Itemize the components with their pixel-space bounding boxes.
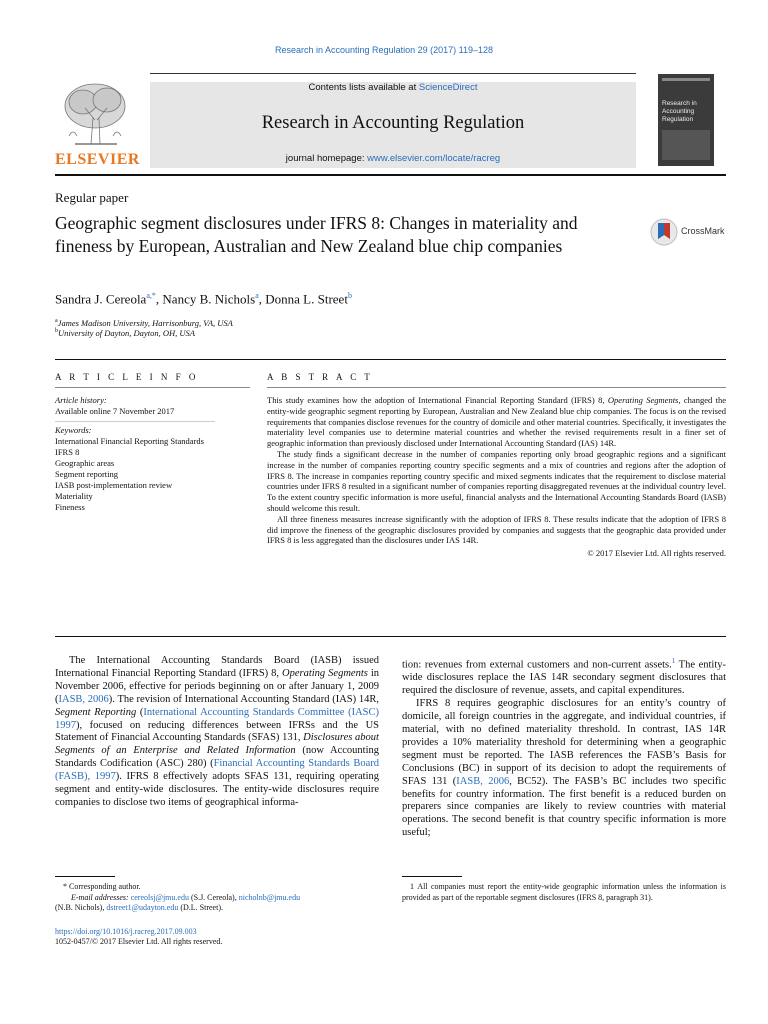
paper-type: Regular paper — [55, 190, 129, 205]
affiliation-text: James Madison University, Harrisonburg, VA, USA — [57, 318, 233, 328]
contents-prefix: Contents lists available at — [308, 82, 417, 93]
citation-link[interactable]: IASB, 2006 — [58, 693, 109, 705]
affiliation-mark: a — [55, 318, 58, 325]
journal-cover-title: Research in Accounting Regulation — [662, 100, 697, 123]
email-link[interactable]: nicholnb@jmu.edu — [238, 892, 301, 902]
author-name[interactable]: Nancy B. Nichols — [162, 291, 256, 307]
footnote-right — [402, 882, 726, 903]
publisher-name: ELSEVIER — [55, 151, 140, 168]
keyword: Geographic areas — [55, 458, 115, 468]
history-label: Article history: — [55, 395, 107, 405]
article-info-heading: A R T I C L E I N F O — [55, 372, 199, 382]
corresponding-marker: * — [63, 882, 69, 891]
abstract-paragraph: All three fineness measures increase significantly with the adoption of IFRS 8. These results indicate that the adoption of IFRS 8 did improve the fineness of the geographic disclosures provided by companies and suggests that the geographic data provided under IFRS 8 is less aggregated than the disclosures under IAS 14R. — [267, 513, 726, 546]
affiliation — [55, 328, 195, 338]
author-sep: , — [258, 291, 266, 307]
affiliation — [55, 318, 233, 328]
corresponding-note — [55, 882, 379, 893]
header-thick-rule — [55, 174, 726, 176]
citation-link[interactable]: IASB, 2006 — [456, 775, 510, 787]
author-affil-marks[interactable]: a,* — [146, 291, 156, 300]
footnote-marker: 1 — [410, 882, 414, 891]
journal-homepage-link[interactable]: www.elsevier.com/locate/racreg — [367, 153, 501, 164]
body-paragraph: The International Accounting Standards Board (IASB) issued International Financial Reporting Standard (IFRS) 8, Operating Segments in November 2006, effective for periods beginning on or after January 1, 2009 (IASB, 2006). The revision of International Accounting Standard (IAS) 14R, Segment Reporting (International Accounting Standards Committee (IASC) 1997), focused on reducing differences between IFRSs and the US Statement of Financial Accounting Standards (SFAS) 131, Disclosures about Segments of an Enterprise and Related Information (now Accounting Standards Codification (ASC) 280) (Financial Accounting Standards Board (FASB), 1997). IFRS 8 effectively adopts SFAS 131, requiring operating segment and entity-wide disclosures. The entity-wide disclosures require companies to disclose two items of geographical informa- — [55, 655, 380, 808]
email-link[interactable]: dstreet1@udayton.edu — [106, 903, 179, 912]
doi-link[interactable]: https://doi.org/10.1016/j.racreg.2017.09.003 — [55, 926, 197, 936]
author-sep: , — [155, 291, 163, 307]
issn-copyright: 1052-0457/© 2017 Elsevier Ltd. All rights reserved. — [55, 937, 223, 946]
footnote-rule-left — [55, 876, 115, 877]
abstract-paragraph: The study finds a significant decrease in the number of companies reporting only broad geographic regions and a significant increase in the number of companies reporting country specific segments and a mix of countries and regions after the adoption of IFRS 8. The increase in companies reporting country specific and mixed segments indicates that the requirement to disclose material countries under IFRS 8 resulted in a significant number of companies reporting disaggregated revenues at the individual country level. To the extent country specific information is more useful, financial analysts and the International Accounting Standards Board (IASB) should welcome this result. — [267, 448, 726, 513]
keyword: IASB post-implementation review — [55, 480, 173, 490]
footnote-rule-right — [402, 876, 462, 877]
contents-line — [150, 82, 636, 93]
header-divider — [150, 73, 636, 74]
keyword: International Financial Reporting Standards — [55, 436, 204, 446]
body-right-column — [402, 655, 726, 840]
footnotes-left — [55, 882, 379, 948]
keyword: Segment reporting — [55, 469, 119, 479]
abstract-heading: A B S T R A C T — [267, 372, 373, 382]
email-link[interactable]: cereolsj@jmu.edu — [130, 892, 189, 902]
corresponding-text: Corresponding author. — [69, 882, 141, 891]
crossmark-icon — [650, 217, 678, 247]
homepage-line — [150, 153, 636, 164]
abstract-copyright: © 2017 Elsevier Ltd. All rights reserved. — [587, 548, 726, 559]
author-name[interactable]: Sandra J. Cereola — [55, 291, 147, 307]
body-left-column — [55, 655, 379, 810]
email-line: (N.B. Nichols), dstreet1@udayton.edu (D.L. Street). — [55, 903, 223, 912]
article-info-rule — [55, 387, 250, 388]
keyword: IFRS 8 — [55, 447, 80, 457]
section-top-rule — [55, 359, 726, 360]
abstract-rule — [267, 387, 726, 388]
article-info-panel — [55, 395, 250, 513]
abstract-paragraph: This study examines how the adoption of International Financial Reporting Standard (IFRS) 8, Operating Segments, changed the entity-wide geographic segment reporting by European, Australian and New Zealand blue chip companies. The focus is on the revised requirements that companies disclose revenues for the country of domicile and other material countries. Specifically, it investigates the materiality level companies use to determine material countries and whether the revised requirements result in a finer set of geographic information than previously disclosed under International Accounting Standard (IAS) 14R. — [267, 395, 726, 449]
keywords-label: Keywords: — [55, 425, 92, 435]
citation-link[interactable]: International Accounting Standards Committee (IASC) 1997 — [55, 706, 379, 731]
journal-title: Research in Accounting Regulation — [261, 113, 525, 133]
info-divider — [55, 421, 215, 422]
article-title: Geographic segment disclosures under IFRS 8: Changes in materiality and fineness by European, Australian and New Zealand blue chip companies — [55, 213, 578, 256]
citation-link[interactable]: Financial Accounting Standards Board (FASB), 1997 — [55, 758, 379, 783]
email-line: E-mail addresses: cereolsj@jmu.edu (S.J. Cereola), nicholnb@jmu.edu — [71, 892, 301, 902]
body-paragraph: tion: revenues from external customers and non-current assets.$^1$ The entity-wide disclosures replace the IAS 14R secondary segment disclosures that required the disclosure of revenue, assets, and capital expenditures. — [402, 657, 727, 697]
homepage-prefix: journal homepage: — [285, 153, 365, 164]
footnote-link[interactable]: 1 — [671, 657, 676, 665]
author-name[interactable]: Donna L. Street — [265, 291, 348, 307]
author-list — [55, 291, 352, 307]
keyword: Materiality — [55, 491, 93, 501]
crossmark-label: CrossMark — [681, 226, 725, 236]
affiliation-text: University of Dayton, Dayton, OH, USA — [58, 328, 195, 338]
affiliation-mark: b — [55, 328, 58, 335]
keyword: Fineness — [55, 502, 85, 512]
crossmark-button[interactable] — [650, 217, 740, 247]
journal-reference-link[interactable]: Research in Accounting Regulation 29 (2017) 119–128 — [275, 45, 493, 55]
history-value: Available online 7 November 2017 — [55, 406, 175, 416]
abstract-bottom-rule — [55, 636, 726, 637]
sciencedirect-link[interactable]: ScienceDirect — [418, 82, 478, 93]
abstract-body — [267, 395, 726, 559]
email-label: E-mail addresses: — [71, 892, 129, 902]
footnote-text: All companies must report the entity-wide geographic information unless the information is provided as part of the reportable segment disclosures (IFRS 8, paragraph 31). — [402, 882, 726, 902]
body-paragraph: IFRS 8 requires geographic disclosures for an entity’s country of domicile, all foreign countries in the aggregate, and individual countries, if material, with no defined materiality threshold. In contrast, IAS 14R provides a 10% materiality threshold for determining when a geographic segment must be reported. The IASB references the FASB’s Basis for Conclusions (BC) in support of its decision to adopt the requirements of SFAS 131 (IASB, 2006, BC52). The FASB’s BC includes two specific benefits for country information. The first benefit is a reduced burden on preparers since companies are likely to review countries with material operations. The second benefit is that country specific information is more useful; — [402, 698, 726, 839]
author-affil-marks[interactable]: a — [255, 291, 259, 300]
author-affil-marks[interactable]: b — [347, 291, 352, 300]
